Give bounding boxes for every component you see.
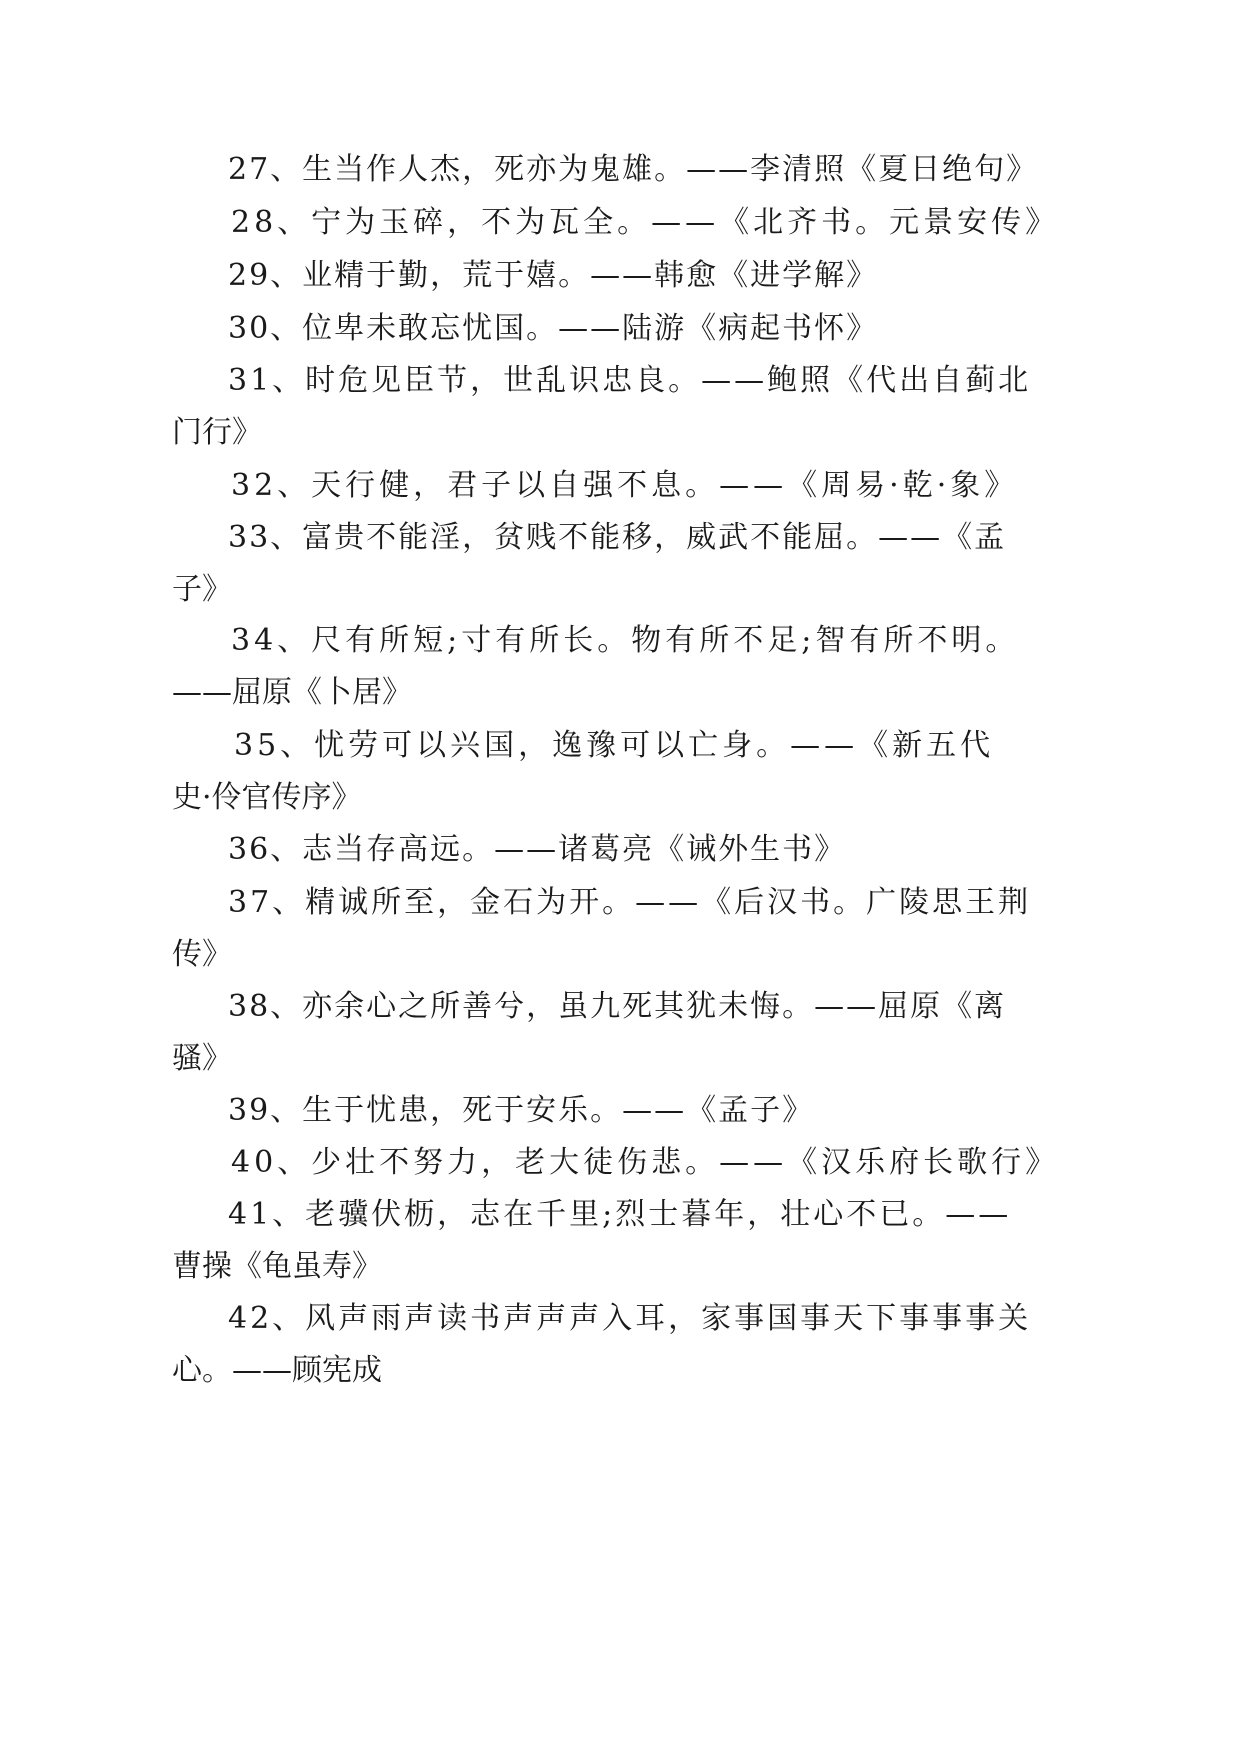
quote-30: 30、位卑未敢忘忧国。——陆游《病起书怀》 [228, 311, 879, 346]
quote-42-continued: 心。——顾宪成 [172, 1353, 382, 1388]
quote-35-continued: 史·伶官传序》 [172, 780, 362, 815]
quote-34-continued: ——屈原《卜居》 [172, 675, 412, 710]
quote-31: 31、时危见臣节，世乱识忠良。——鲍照《代出自蓟北 [228, 363, 1032, 398]
quote-34: 34、尺有所短;寸有所长。物有所不足;智有所不明。 [231, 623, 1020, 658]
quote-38-continued: 骚》 [172, 1041, 232, 1076]
quote-35: 35、忧劳可以兴国，逸豫可以亡身。——《新五代 [234, 728, 995, 763]
quote-29: 29、业精于勤，荒于嬉。——韩愈《进学解》 [228, 258, 879, 293]
quote-33-continued: 子》 [172, 572, 232, 607]
quote-31-continued: 门行》 [172, 415, 262, 450]
quote-32: 32、天行健，君子以自强不息。——《周易·乾·象》 [231, 468, 1019, 503]
quote-41: 41、老骥伏枥，志在千里;烈士暮年，壮心不已。—— [228, 1197, 1012, 1232]
quote-42: 42、风声雨声读书声声声入耳，家事国事天下事事事关 [228, 1301, 1032, 1336]
quote-37-continued: 传》 [172, 937, 232, 972]
quote-27: 27、生当作人杰，死亦为鬼雄。——李清照《夏日绝句》 [228, 152, 1039, 187]
quote-37: 37、精诚所至，金石为开。——《后汉书。广陵思王荆 [228, 885, 1032, 920]
quote-28: 28、宁为玉碎，不为瓦全。——《北齐书。元景安传》 [231, 205, 1060, 240]
quote-41-continued: 曹操《龟虽寿》 [172, 1249, 382, 1284]
quote-38: 38、亦余心之所善兮，虽九死其犹未悔。——屈原《离 [228, 989, 1007, 1024]
quote-36: 36、志当存高远。——诸葛亮《诫外生书》 [228, 832, 847, 867]
quote-33: 33、富贵不能淫，贫贱不能移，威武不能屈。——《孟 [228, 520, 1007, 555]
quote-40: 40、少壮不努力，老大徒伤悲。——《汉乐府长歌行》 [231, 1145, 1060, 1180]
quote-39: 39、生于忧患，死于安乐。——《孟子》 [228, 1093, 815, 1128]
